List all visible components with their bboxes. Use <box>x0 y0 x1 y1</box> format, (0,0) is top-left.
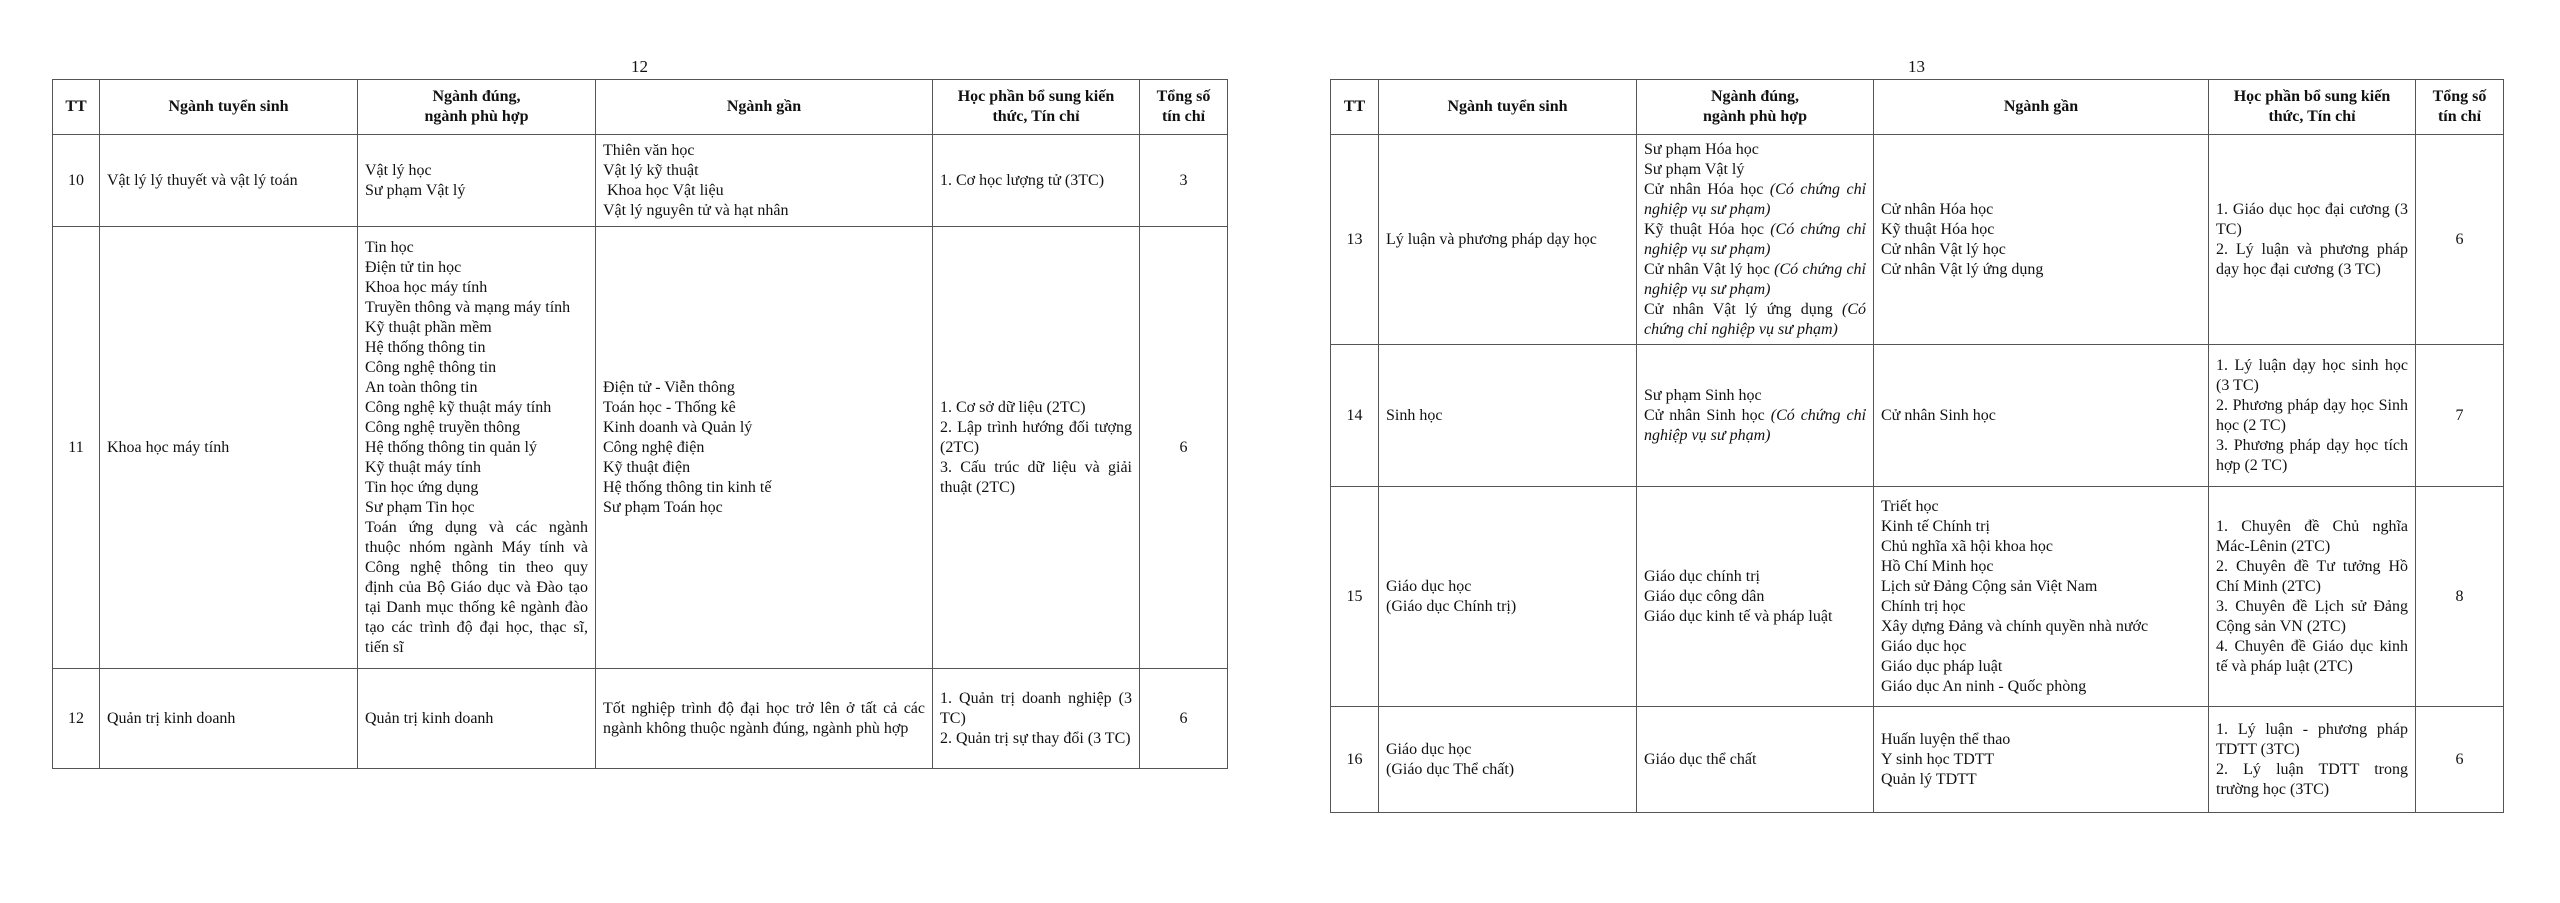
list-item <box>1644 607 1866 627</box>
list-item: Cử nhân Sinh học <box>1881 406 1996 424</box>
related-majors <box>596 135 933 227</box>
table-row <box>53 669 1228 769</box>
course-item: 2. Lập trình hướng đối tượng (2TC) <box>940 418 1132 456</box>
major-subname: (Giáo dục Thể chất) <box>1386 760 1515 778</box>
list-item: Giáo dục An ninh - Quốc phòng <box>1881 677 2087 695</box>
major-text: Cử nhân Vật lý ứng dụng <box>1644 300 1833 318</box>
list-item: Toán học - Thống kê <box>603 398 736 416</box>
list-item <box>1644 587 1866 607</box>
admission-major <box>1379 135 1637 345</box>
row-number: 14 <box>1331 345 1379 487</box>
list-item: Xây dựng Đảng và chính quyền nhà nước <box>1881 617 2149 635</box>
list-item: Huấn luyện thể thao <box>1881 730 2011 748</box>
header-hoc-phan: Học phần bổ sung kiến thức, Tín chỉ <box>2209 80 2416 135</box>
major-name: Sinh học <box>1386 406 1443 424</box>
course-item: 1. Cơ sở dữ liệu (2TC) <box>940 398 1086 416</box>
list-item: Quản lý TDTT <box>1881 770 1977 788</box>
list-item: Khoa học Vật liệu <box>603 181 724 199</box>
total-credits: 6 <box>1140 227 1228 669</box>
table-row <box>1331 345 2504 487</box>
matching-majors <box>1637 345 1874 487</box>
major-text: Cử nhân Vật lý học <box>1644 260 1770 278</box>
list-item: Kinh doanh và Quản lý <box>603 418 753 436</box>
list-item: Vật lý kỹ thuật <box>603 161 699 179</box>
list-item: Công nghệ điện <box>603 438 705 456</box>
list-item <box>1644 406 1866 446</box>
admission-table-right <box>1330 79 2504 813</box>
list-item: Truyền thông và mạng máy tính <box>365 298 571 316</box>
list-item <box>1644 386 1866 406</box>
list-item <box>1644 567 1866 587</box>
major-text: Sư phạm Sinh học <box>1644 386 1762 404</box>
list-item: Khoa học máy tính <box>365 278 488 296</box>
list-item: Chính trị học <box>1881 597 1966 615</box>
course-item: 1. Lý luận dạy học sinh học (3 TC) <box>2216 356 2408 394</box>
list-item: Kỹ thuật phần mềm <box>365 318 492 336</box>
list-item: Quản trị kinh doanh <box>365 709 494 727</box>
admission-major <box>100 227 358 669</box>
header-tong-so: Tổng số tín chỉ <box>1140 80 1228 135</box>
list-item: Cử nhân Vật lý học <box>1881 240 2006 258</box>
total-credits: 8 <box>2416 487 2504 707</box>
course-item: 2. Quản trị sự thay đổi (3 TC) <box>940 729 1131 747</box>
major-name: Lý luận và phương pháp dạy học <box>1386 230 1597 248</box>
list-item <box>1644 220 1866 260</box>
major-text: Cử nhân Hóa học <box>1644 180 1764 198</box>
major-text: Giáo dục chính trị <box>1644 567 1760 585</box>
course-item: 1. Giáo dục học đại cương (3 TC) <box>2216 200 2408 238</box>
admission-major <box>100 669 358 769</box>
related-majors <box>1874 345 2209 487</box>
list-item <box>1644 160 1866 180</box>
total-credits: 6 <box>1140 669 1228 769</box>
row-number: 10 <box>53 135 100 227</box>
list-item: Điện tử tin học <box>365 258 462 276</box>
list-item: Vật lý nguyên tử và hạt nhân <box>603 201 789 219</box>
list-item: Kỹ thuật điện <box>603 458 691 476</box>
major-text: Sư phạm Vật lý <box>1644 160 1745 178</box>
page-12 <box>52 54 1227 769</box>
major-name: Giáo dục học <box>1386 577 1472 595</box>
table-row <box>1331 707 2504 813</box>
list-paragraph: Tốt nghiệp trình độ đại học trở lên ở tất cả các ngành không thuộc ngành đúng, ngành phù hợp <box>603 699 925 737</box>
admission-major <box>1379 707 1637 813</box>
row-number: 16 <box>1331 707 1379 813</box>
list-item: Thiên văn học <box>603 141 695 159</box>
admission-table-left <box>52 79 1228 769</box>
major-note: (Có chứng chỉ nghiệp vụ sư phạm) <box>1644 406 1867 444</box>
major-note: (Có chứng chỉ nghiệp vụ sư phạm) <box>1644 260 1867 298</box>
list-item: Công nghệ truyền thông <box>365 418 521 436</box>
total-credits: 6 <box>2416 135 2504 345</box>
major-name: Vật lý lý thuyết và vật lý toán <box>107 171 298 189</box>
major-text: Sư phạm Hóa học <box>1644 140 1759 158</box>
list-item <box>1644 180 1866 220</box>
total-credits: 7 <box>2416 345 2504 487</box>
course-item: 2. Lý luận và phương pháp dạy học đại cương (3 TC) <box>2216 240 2408 278</box>
matching-majors <box>1637 135 1874 345</box>
list-item: Tin học <box>365 238 414 256</box>
major-text: Cử nhân Sinh học <box>1644 406 1765 424</box>
list-item: Điện tử - Viễn thông <box>603 378 735 396</box>
related-majors <box>1874 487 2209 707</box>
header-hoc-phan: Học phần bổ sung kiến thức, Tín chỉ <box>933 80 1140 135</box>
major-name: Giáo dục học <box>1386 740 1472 758</box>
major-text: Kỹ thuật Hóa học <box>1644 220 1764 238</box>
course-item: 3. Cấu trúc dữ liệu và giải thuật (2TC) <box>940 458 1132 496</box>
table-row <box>53 227 1228 669</box>
list-paragraph: Toán ứng dụng và các ngành thuộc nhóm ngành Máy tính và Công nghệ thông tin theo quy định của Bộ Giáo dục và Đào tạo tại Danh mục thống kê ngành đào tạo các trình độ đại học, thạc sĩ, tiến sĩ <box>365 518 588 656</box>
course-item: 2. Phương pháp dạy học Sinh học (2 TC) <box>2216 396 2408 434</box>
admission-major <box>1379 345 1637 487</box>
total-credits: 3 <box>1140 135 1228 227</box>
page-13 <box>1330 54 2503 813</box>
major-note: (Có chứng chỉ nghiệp vụ sư phạm) <box>1644 300 1867 338</box>
table-header-row <box>53 80 1228 135</box>
major-subname: (Giáo dục Chính trị) <box>1386 597 1517 615</box>
course-item: 1. Quản trị doanh nghiệp (3 TC) <box>940 689 1132 727</box>
header-nganh-tuyen-sinh: Ngành tuyển sinh <box>1379 80 1637 135</box>
page-number: 13 <box>1908 57 1925 76</box>
list-item: Cử nhân Hóa học <box>1881 200 1994 218</box>
course-item: 2. Chuyên đề Tư tưởng Hồ Chí Minh (2TC) <box>2216 557 2408 595</box>
header-tong-so: Tổng số tín chỉ <box>2416 80 2504 135</box>
list-item: Hệ thống thông tin quản lý <box>365 438 537 456</box>
related-majors <box>596 227 933 669</box>
list-item: Hệ thống thông tin kinh tế <box>603 478 772 496</box>
major-name: Khoa học máy tính <box>107 438 230 456</box>
major-note: (Có chứng chỉ nghiệp vụ sư phạm) <box>1644 220 1866 258</box>
header-nganh-gan: Ngành gần <box>596 80 933 135</box>
list-item: Giáo dục pháp luật <box>1881 657 2003 675</box>
course-item: 4. Chuyên đề Giáo dục kinh tế và pháp luật (2TC) <box>2216 637 2408 675</box>
matching-majors <box>358 669 596 769</box>
course-item: 3. Phương pháp dạy học tích hợp (2 TC) <box>2216 436 2408 474</box>
list-item: Kinh tế Chính trị <box>1881 517 1990 535</box>
course-item: 3. Chuyên đề Lịch sử Đảng Cộng sản VN (2TC) <box>2216 597 2408 635</box>
matching-majors <box>1637 707 1874 813</box>
total-credits: 6 <box>2416 707 2504 813</box>
supplementary-courses <box>2209 487 2416 707</box>
supplementary-courses <box>933 669 1140 769</box>
list-item: Giáo dục học <box>1881 637 1967 655</box>
header-nganh-dung: Ngành đúng, ngành phù hợp <box>1637 80 1874 135</box>
course-item: 1. Cơ học lượng tử (3TC) <box>940 171 1105 189</box>
matching-majors <box>358 135 596 227</box>
supplementary-courses <box>2209 707 2416 813</box>
matching-majors <box>1637 487 1874 707</box>
list-item: Triết học <box>1881 497 1939 515</box>
header-tt: TT <box>53 80 100 135</box>
table-row <box>1331 135 2504 345</box>
list-item <box>1644 750 1866 770</box>
list-item: An toàn thông tin <box>365 378 478 396</box>
major-name: Quản trị kinh doanh <box>107 709 236 727</box>
admission-major <box>1379 487 1637 707</box>
admission-major <box>100 135 358 227</box>
list-item: Hồ Chí Minh học <box>1881 557 1994 575</box>
table-row <box>53 135 1228 227</box>
list-item: Kỹ thuật Hóa học <box>1881 220 1995 238</box>
list-item: Sư phạm Tin học <box>365 498 475 516</box>
list-item: Vật lý học <box>365 161 432 179</box>
major-note: (Có chứng chỉ nghiệp vụ sư phạm) <box>1644 180 1867 218</box>
related-majors <box>1874 135 2209 345</box>
list-item: Y sinh học TDTT <box>1881 750 1995 768</box>
row-number: 15 <box>1331 487 1379 707</box>
major-text: Giáo dục công dân <box>1644 587 1765 605</box>
major-text: Giáo dục kinh tế và pháp luật <box>1644 607 1833 625</box>
list-item: Hệ thống thông tin <box>365 338 486 356</box>
matching-majors <box>358 227 596 669</box>
list-item: Sư phạm Toán học <box>603 498 723 516</box>
list-item: Chủ nghĩa xã hội khoa học <box>1881 537 2053 555</box>
row-number: 13 <box>1331 135 1379 345</box>
supplementary-courses <box>2209 135 2416 345</box>
supplementary-courses <box>2209 345 2416 487</box>
row-number: 11 <box>53 227 100 669</box>
list-item <box>1644 260 1866 300</box>
course-item: 1. Chuyên đề Chủ nghĩa Mác-Lênin (2TC) <box>2216 517 2408 555</box>
list-item: Công nghệ thông tin <box>365 358 497 376</box>
list-item <box>1644 140 1866 160</box>
table-header-row <box>1331 80 2504 135</box>
related-majors <box>596 669 933 769</box>
major-text: Giáo dục thể chất <box>1644 750 1757 768</box>
course-item: 1. Lý luận - phương pháp TDTT (3TC) <box>2216 720 2408 758</box>
header-nganh-gan: Ngành gần <box>1874 80 2209 135</box>
row-number: 12 <box>53 669 100 769</box>
list-item <box>1644 300 1866 340</box>
list-item: Cử nhân Vật lý ứng dụng <box>1881 260 2044 278</box>
list-item: Sư phạm Vật lý <box>365 181 466 199</box>
header-nganh-tuyen-sinh: Ngành tuyển sinh <box>100 80 358 135</box>
related-majors <box>1874 707 2209 813</box>
supplementary-courses <box>933 227 1140 669</box>
list-item: Tin học ứng dụng <box>365 478 479 496</box>
list-item: Lịch sử Đảng Cộng sản Việt Nam <box>1881 577 2098 595</box>
supplementary-courses <box>933 135 1140 227</box>
list-item: Công nghệ kỹ thuật máy tính <box>365 398 552 416</box>
header-tt: TT <box>1331 80 1379 135</box>
table-row <box>1331 487 2504 707</box>
course-item: 2. Lý luận TDTT trong trường học (3TC) <box>2216 760 2408 798</box>
list-item: Kỹ thuật máy tính <box>365 458 481 476</box>
page-number: 12 <box>631 57 648 76</box>
header-nganh-dung: Ngành đúng, ngành phù hợp <box>358 80 596 135</box>
